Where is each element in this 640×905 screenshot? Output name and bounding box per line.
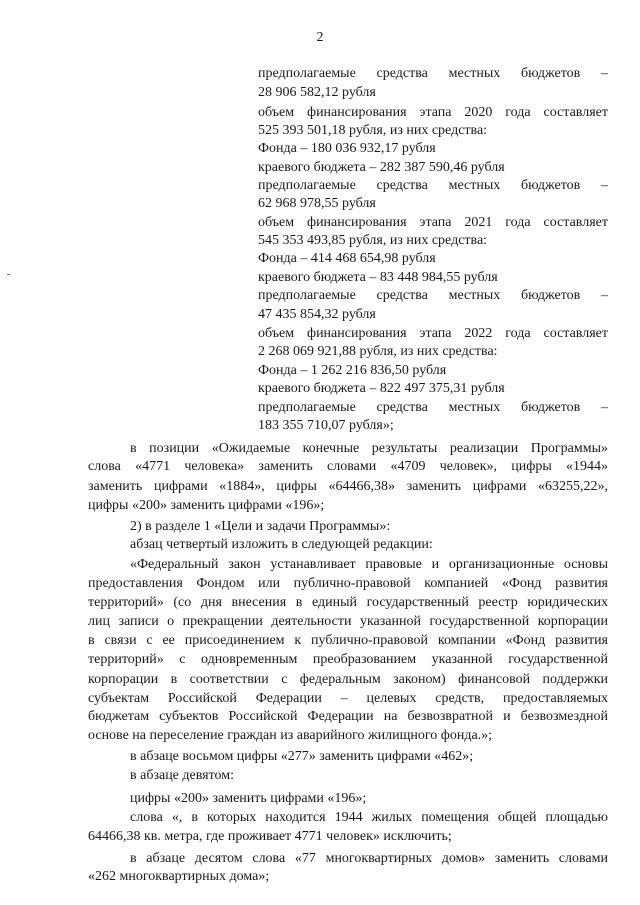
amounts-line: 62 968 978,55 рубля (258, 196, 376, 211)
body-line: предоставления Фондом или публично-правовой компанией «Фонд развития (88, 576, 608, 591)
body-line: в абзаце восьмом цифры «277» заменить цифрами «462»; (130, 749, 474, 764)
body-line: «262 многоквартирных дома»; (88, 869, 270, 884)
body-line: 2) в разделе 1 «Цели и задачи Программы»: (130, 519, 391, 534)
amounts-line: предполагаемые средства местных бюджетов – (258, 400, 608, 415)
body-line: корпорации в соответствии с федеральным законом) финансовой поддержки (88, 672, 608, 687)
amounts-line: 2 268 069 921,88 рубля, из них средства: (258, 344, 498, 359)
margin-mark (7, 274, 10, 275)
body-line: в связи с ее присоединением к публично-правовой компании «Фонд развития (88, 633, 608, 648)
amounts-line: Фонда – 180 036 932,17 рубля (258, 141, 436, 156)
amounts-line: 183 355 710,07 рубля»; (258, 418, 394, 433)
amounts-line: краевого бюджета – 83 448 984,55 рубля (258, 270, 498, 285)
body-line: бюджетам субъектов Российской Федерации на безвозвратной и безвозмездной (88, 709, 608, 724)
body-line: 64466,38 кв. метра, где проживает 4771 человек» исключить; (88, 829, 452, 844)
body-line: слова «4771 человека» заменить словами «4709 человек», цифры «1944» (88, 459, 608, 474)
body-line: в позиции «Ожидаемые конечные результаты реализации Программы» (130, 441, 608, 456)
body-line: территорий» (со дня внесения в единый государственный реестр юридических (88, 595, 608, 610)
amounts-line: объем финансирования этапа 2022 года составляет (258, 326, 608, 341)
body-line: основе на переселение граждан из аварийного жилищного фонда.»; (88, 728, 493, 743)
body-line: лиц записи о прекращении деятельности указанной государственной корпорации (88, 614, 608, 629)
amounts-line: предполагаемые средства местных бюджетов – (258, 66, 608, 81)
amounts-line: объем финансирования этапа 2021 года составляет (258, 215, 608, 230)
amounts-line: объем финансирования этапа 2020 года составляет (258, 105, 608, 120)
amounts-line: краевого бюджета – 822 497 375,31 рубля (258, 381, 505, 396)
body-line: территорий» с одновременным преобразованием указанной государственной (88, 652, 608, 667)
amounts-line: Фонда – 414 468 654,98 рубля (258, 251, 436, 266)
amounts-line: Фонда – 1 262 216 836,50 рубля (258, 363, 447, 378)
body-line: цифры «200» заменить цифрами «196»; (88, 498, 325, 513)
body-line: цифры «200» заменить цифрами «196»; (130, 791, 367, 806)
amounts-line: 525 393 501,18 рубля, из них средства: (258, 123, 488, 138)
amounts-line: краевого бюджета – 282 387 590,46 рубля (258, 160, 505, 175)
amounts-line: предполагаемые средства местных бюджетов – (258, 288, 608, 303)
body-line: «Федеральный закон устанавливает правовые и организационные основы (130, 557, 608, 572)
body-line: абзац четвертый изложить в следующей редакции: (130, 537, 433, 552)
amounts-line: 545 353 493,85 рубля, из них средства: (258, 233, 488, 248)
body-line: в абзаце девятом: (130, 768, 235, 783)
amounts-line: предполагаемые средства местных бюджетов – (258, 178, 608, 193)
body-line: субъектам Российской Федерации – целевых средств, предоставляемых (88, 691, 608, 706)
body-line: слова «, в которых находится 1944 жилых помещения общей площадью (130, 810, 608, 825)
amounts-line: 28 906 582,12 рубля (258, 85, 376, 100)
page-number: 2 (316, 30, 324, 45)
body-line: в абзаце десятом слова «77 многоквартирных домов» заменить словами (130, 851, 608, 866)
body-line: заменить цифрами «1884», цифры «64466,38» заменить цифрами «63255,22», (88, 479, 608, 494)
amounts-line: 47 435 854,32 рубля (258, 307, 376, 322)
